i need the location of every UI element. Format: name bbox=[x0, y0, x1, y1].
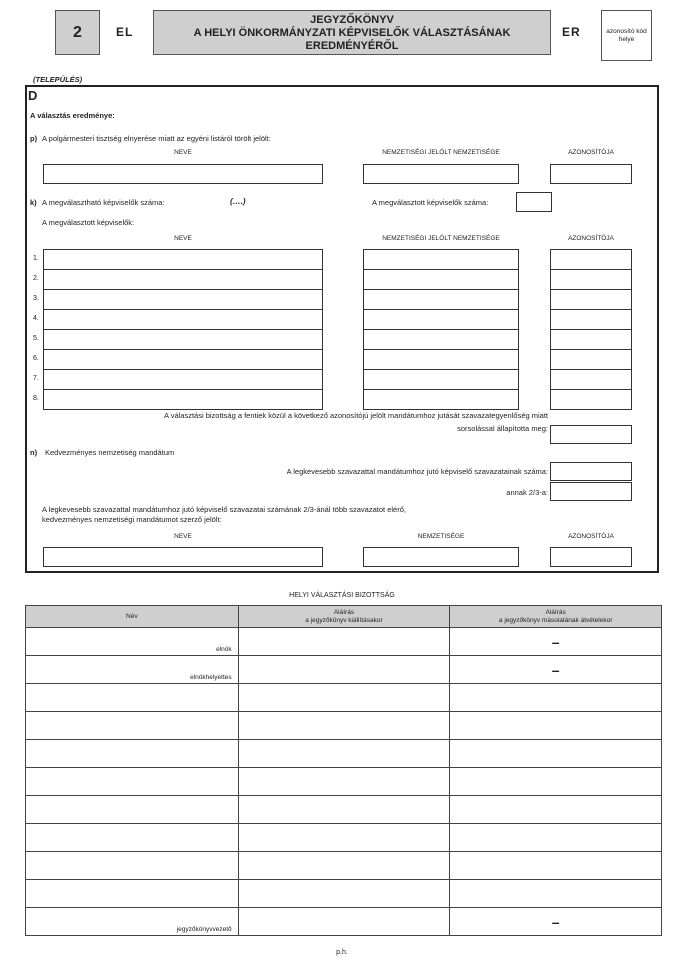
n-col-nationality: NEMZETISÉGE bbox=[417, 533, 465, 540]
signature-issue-cell[interactable] bbox=[238, 656, 450, 684]
page-title bbox=[153, 10, 551, 55]
n-desc-line-2: kedvezményes nemzetiségi mandátumot szerző jelölt: bbox=[42, 515, 222, 524]
left-code: EL bbox=[116, 25, 134, 39]
n-two-thirds-label: annak 2/3-a: bbox=[506, 488, 548, 497]
committee-row bbox=[26, 628, 662, 656]
member-name-cell[interactable] bbox=[26, 684, 239, 712]
k-row-number: 1. bbox=[33, 255, 39, 262]
signature-copy-cell[interactable] bbox=[450, 684, 662, 712]
section-heading: A választás eredménye: bbox=[30, 111, 115, 120]
committee-title: HELYI VÁLASZTÁSI BIZOTTSÁG bbox=[289, 592, 395, 599]
telepules-label: (TELEPÜLÉS) bbox=[33, 75, 83, 84]
member-role-label: elnök bbox=[216, 646, 232, 653]
k-elected-count-field[interactable] bbox=[516, 192, 552, 212]
k-row-number: 5. bbox=[33, 335, 39, 342]
n-least-votes-label: A legkevesebb szavazattal mandátumhoz jutó képviselő szavazatainak száma: bbox=[286, 467, 548, 476]
signature-copy-cell[interactable] bbox=[450, 628, 662, 656]
member-name-cell[interactable] bbox=[26, 628, 239, 656]
k-elected-count-label: A megválasztott képviselők száma: bbox=[372, 198, 489, 207]
k-row-name-field[interactable] bbox=[43, 389, 323, 410]
lottery-line-2: sorsolással állapította meg: bbox=[457, 424, 548, 433]
k-elected-label: A megválasztott képviselők: bbox=[42, 218, 135, 227]
p-col-name: NEVE bbox=[174, 149, 192, 156]
committee-row bbox=[26, 880, 662, 908]
committee-row bbox=[26, 768, 662, 796]
member-name-cell[interactable] bbox=[26, 712, 239, 740]
signature-copy-cell[interactable] bbox=[450, 656, 662, 684]
member-role-label: elnökhelyettes bbox=[190, 674, 232, 681]
p-label: A polgármesteri tisztség elnyerése miatt az egyéni listáról törölt jelölt: bbox=[42, 134, 271, 143]
col-sign2-header bbox=[450, 606, 662, 628]
signature-copy-cell[interactable] bbox=[450, 824, 662, 852]
col-sign2-l2: a jegyzőkönyv másolatának átvételekor bbox=[498, 616, 613, 624]
k-row-nationality-field[interactable] bbox=[363, 249, 519, 270]
k-row-nationality-field[interactable] bbox=[363, 349, 519, 370]
member-name-cell[interactable] bbox=[26, 824, 239, 852]
signature-issue-cell[interactable] bbox=[238, 712, 450, 740]
p-id-field[interactable] bbox=[550, 164, 632, 184]
signature-copy-cell[interactable] bbox=[450, 740, 662, 768]
committee-row bbox=[26, 852, 662, 880]
n-desc-line-1: A legkevesebb szavazattal mandátumhoz jutó képviselő szavazatai számának 2/3-ánál több szavazatot elérő, bbox=[42, 505, 406, 514]
k-row-name-field[interactable] bbox=[43, 329, 323, 350]
k-row-number: 6. bbox=[33, 355, 39, 362]
member-name-cell[interactable] bbox=[26, 656, 239, 684]
signature-issue-cell[interactable] bbox=[238, 824, 450, 852]
k-row-id-field[interactable] bbox=[550, 329, 632, 350]
n-id-field[interactable] bbox=[550, 547, 632, 567]
n-name-field[interactable] bbox=[43, 547, 323, 567]
n-marker: n) bbox=[30, 448, 38, 457]
signature-issue-cell[interactable] bbox=[238, 880, 450, 908]
p-marker: p) bbox=[30, 134, 38, 143]
n-nationality-field[interactable] bbox=[363, 547, 519, 567]
k-row-name-field[interactable] bbox=[43, 289, 323, 310]
k-row-name-field[interactable] bbox=[43, 269, 323, 290]
committee-row bbox=[26, 796, 662, 824]
col-sign2-l1: Aláírás bbox=[545, 608, 566, 616]
dash-mark: – bbox=[551, 633, 560, 650]
k-col-nationality: NEMZETISÉGI JELÖLT NEMZETISÉGE bbox=[382, 235, 500, 242]
dash-mark: – bbox=[551, 661, 560, 678]
col-name-header: Név bbox=[26, 606, 239, 628]
title-line-1: JEGYZŐKÖNYV bbox=[310, 14, 394, 26]
k-row-id-field[interactable] bbox=[550, 389, 632, 410]
title-line-2: A HELYI ÖNKORMÁNYZATI KÉPVISELŐK VÁLASZTÁSÁNAK bbox=[193, 27, 511, 39]
k-count-value: (….) bbox=[230, 197, 246, 206]
lottery-id-field[interactable] bbox=[550, 425, 632, 444]
member-name-cell[interactable] bbox=[26, 768, 239, 796]
signature-issue-cell[interactable] bbox=[238, 684, 450, 712]
k-count-label: A megválasztható képviselők száma: bbox=[42, 198, 165, 207]
signature-copy-cell[interactable] bbox=[450, 880, 662, 908]
committee-row bbox=[26, 656, 662, 684]
signature-issue-cell[interactable] bbox=[238, 796, 450, 824]
committee-row bbox=[26, 712, 662, 740]
section-letter: D bbox=[28, 88, 38, 103]
n-label: Kedvezményes nemzetiség mandátum bbox=[45, 448, 175, 457]
n-col-name: NEVE bbox=[174, 533, 192, 540]
k-row-id-field[interactable] bbox=[550, 289, 632, 310]
dash-mark: – bbox=[551, 913, 560, 930]
member-name-cell[interactable] bbox=[26, 852, 239, 880]
k-row-nationality-field[interactable] bbox=[363, 389, 519, 410]
k-row-nationality-field[interactable] bbox=[363, 289, 519, 310]
id-code-box bbox=[601, 10, 652, 61]
k-row-number: 3. bbox=[33, 295, 39, 302]
k-row-name-field[interactable] bbox=[43, 309, 323, 330]
lottery-line-1: A választási bizottság a fentiek közül a következő azonosítójú jelölt mandátumhoz jutását szavazategyenlőség miatt bbox=[164, 411, 548, 420]
signature-issue-cell[interactable] bbox=[238, 908, 450, 936]
k-col-id: AZONOSÍTÓJA bbox=[568, 235, 614, 242]
k-row-id-field[interactable] bbox=[550, 269, 632, 290]
col-sign1-l1: Aláírás bbox=[333, 608, 355, 616]
k-row-id-field[interactable] bbox=[550, 369, 632, 390]
title-line-3: EREDMÉNYÉRŐL bbox=[305, 40, 399, 52]
signature-issue-cell[interactable] bbox=[238, 740, 450, 768]
k-row-id-field[interactable] bbox=[550, 249, 632, 270]
k-col-name: NEVE bbox=[174, 235, 192, 242]
p-nationality-field[interactable] bbox=[363, 164, 519, 184]
member-name-cell[interactable] bbox=[26, 880, 239, 908]
k-row-id-field[interactable] bbox=[550, 349, 632, 370]
k-row-number: 7. bbox=[33, 375, 39, 382]
k-row-nationality-field[interactable] bbox=[363, 329, 519, 350]
signature-copy-cell[interactable] bbox=[450, 908, 662, 936]
signature-copy-cell[interactable] bbox=[450, 712, 662, 740]
k-row-number: 8. bbox=[33, 395, 39, 402]
k-row-nationality-field[interactable] bbox=[363, 309, 519, 330]
n-least-votes-field[interactable] bbox=[550, 462, 632, 481]
signature-issue-cell[interactable] bbox=[238, 768, 450, 796]
member-name-cell[interactable] bbox=[26, 908, 239, 936]
committee-row bbox=[26, 740, 662, 768]
signature-copy-cell[interactable] bbox=[450, 852, 662, 880]
k-row-nationality-field[interactable] bbox=[363, 369, 519, 390]
committee-signature-table bbox=[25, 605, 662, 936]
n-two-thirds-field[interactable] bbox=[550, 482, 632, 501]
id-code-label: azonosító kód helye bbox=[606, 27, 647, 43]
signature-issue-cell[interactable] bbox=[238, 628, 450, 656]
k-row-nationality-field[interactable] bbox=[363, 269, 519, 290]
p-name-field[interactable] bbox=[43, 164, 323, 184]
k-row-name-field[interactable] bbox=[43, 349, 323, 370]
member-name-cell[interactable] bbox=[26, 796, 239, 824]
k-row-id-field[interactable] bbox=[550, 309, 632, 330]
member-role-label: jegyzőkönyvvezető bbox=[176, 926, 232, 933]
k-row-number: 4. bbox=[33, 315, 39, 322]
k-row-name-field[interactable] bbox=[43, 369, 323, 390]
signature-copy-cell[interactable] bbox=[450, 796, 662, 824]
committee-row bbox=[26, 824, 662, 852]
p-col-nationality: NEMZETISÉGI JELÖLT NEMZETISÉGE bbox=[382, 149, 500, 156]
committee-header-row bbox=[26, 606, 662, 628]
form-number: 2 bbox=[55, 10, 100, 55]
k-row-number: 2. bbox=[33, 275, 39, 282]
k-row-name-field[interactable] bbox=[43, 249, 323, 270]
ph-label: p.h. bbox=[336, 949, 348, 956]
k-marker: k) bbox=[30, 198, 37, 207]
col-sign1-l2: a jegyzőkönyv kiállításakor bbox=[305, 616, 383, 624]
committee-row bbox=[26, 908, 662, 936]
member-name-cell[interactable] bbox=[26, 740, 239, 768]
right-code: ER bbox=[562, 25, 581, 39]
committee-row bbox=[26, 684, 662, 712]
p-col-id: AZONOSÍTÓJA bbox=[568, 149, 614, 156]
col-sign1-header bbox=[238, 606, 450, 628]
n-col-id: AZONOSÍTÓJA bbox=[568, 533, 614, 540]
signature-copy-cell[interactable] bbox=[450, 768, 662, 796]
signature-issue-cell[interactable] bbox=[238, 852, 450, 880]
